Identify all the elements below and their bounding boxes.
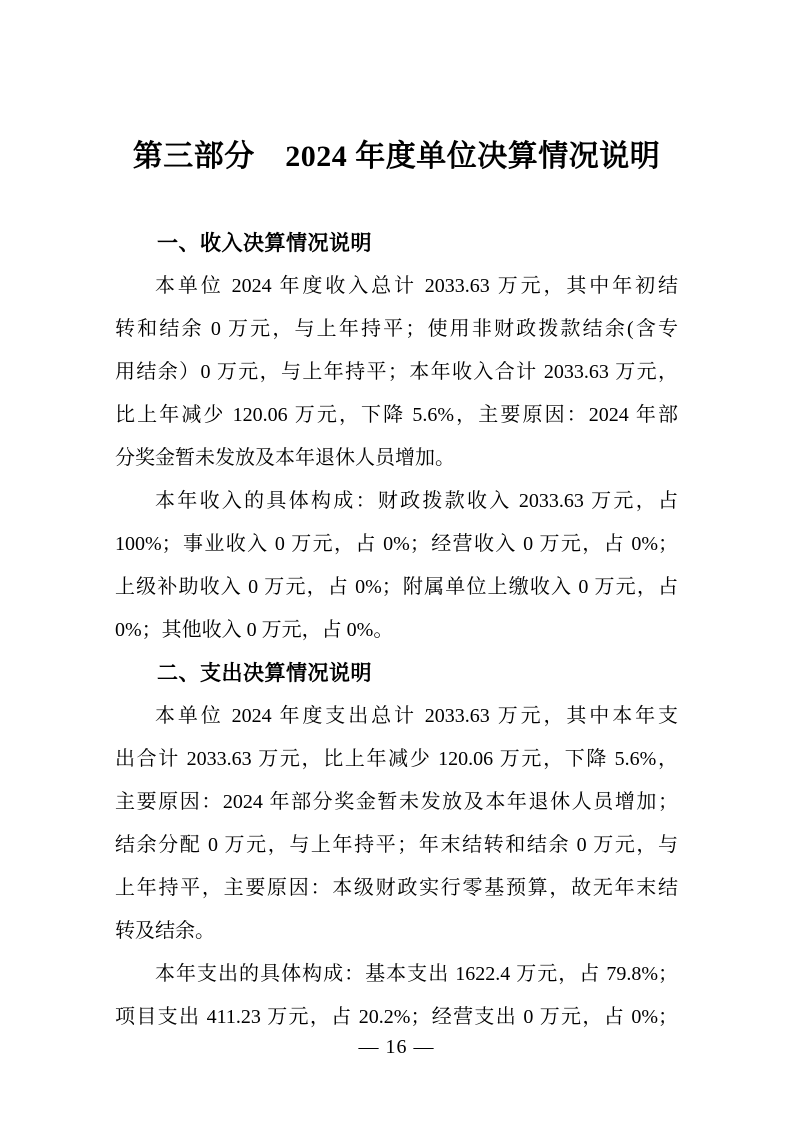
page-title: 第三部分 2024 年度单位决算情况说明 xyxy=(132,140,661,173)
paragraph-line: 100%；事业收入 0 万元，占 0%；经营收入 0 万元，占 0%； xyxy=(115,533,678,555)
paragraph-line: 0%；其他收入 0 万元，占 0%。 xyxy=(115,619,394,641)
paragraph-line: 本单位 2024 年度支出总计 2033.63 万元，其中本年支 xyxy=(155,705,678,727)
paragraph-line: 结余分配 0 万元，与上年持平；年末结转和结余 0 万元，与 xyxy=(115,834,678,856)
paragraph-line: 上级补助收入 0 万元，占 0%；附属单位上缴收入 0 万元，占 xyxy=(115,576,678,598)
paragraph-line: 出合计 2033.63 万元，比上年减少 120.06 万元，下降 5.6%， xyxy=(115,748,678,770)
document-body xyxy=(115,136,678,1039)
paragraph-line: 分奖金暂未发放及本年退休人员增加。 xyxy=(115,447,455,469)
paragraph-line: 比上年减少 120.06 万元，下降 5.6%，主要原因：2024 年部 xyxy=(115,404,678,426)
paragraph-line: 主要原因：2024 年部分奖金暂未发放及本年退休人员增加； xyxy=(115,791,678,813)
paragraph-line: 项目支出 411.23 万元，占 20.2%；经营支出 0 万元，占 0%； xyxy=(115,1006,678,1028)
paragraph-line: 本年支出的具体构成：基本支出 1622.4 万元，占 79.8%； xyxy=(155,963,678,985)
paragraph-line: 上年持平，主要原因：本级财政实行零基预算，故无年末结 xyxy=(115,877,678,899)
paragraph-line: 本年收入的具体构成：财政拨款收入 2033.63 万元，占 xyxy=(155,490,678,512)
section-heading-expenditure: 二、支出决算情况说明 xyxy=(157,662,372,685)
paragraph-line: 本单位 2024 年度收入总计 2033.63 万元，其中年初结 xyxy=(155,275,678,297)
paragraph-line: 转和结余 0 万元，与上年持平；使用非财政拨款结余(含专 xyxy=(115,318,678,340)
section-heading-income: 一、收入决算情况说明 xyxy=(157,232,372,255)
paragraph-line: 转及结余。 xyxy=(115,920,215,942)
body-text xyxy=(115,222,678,1039)
page-number: — 16 — xyxy=(358,1036,435,1058)
paragraph-line: 用结余）0 万元，与上年持平；本年收入合计 2033.63 万元， xyxy=(115,361,678,383)
